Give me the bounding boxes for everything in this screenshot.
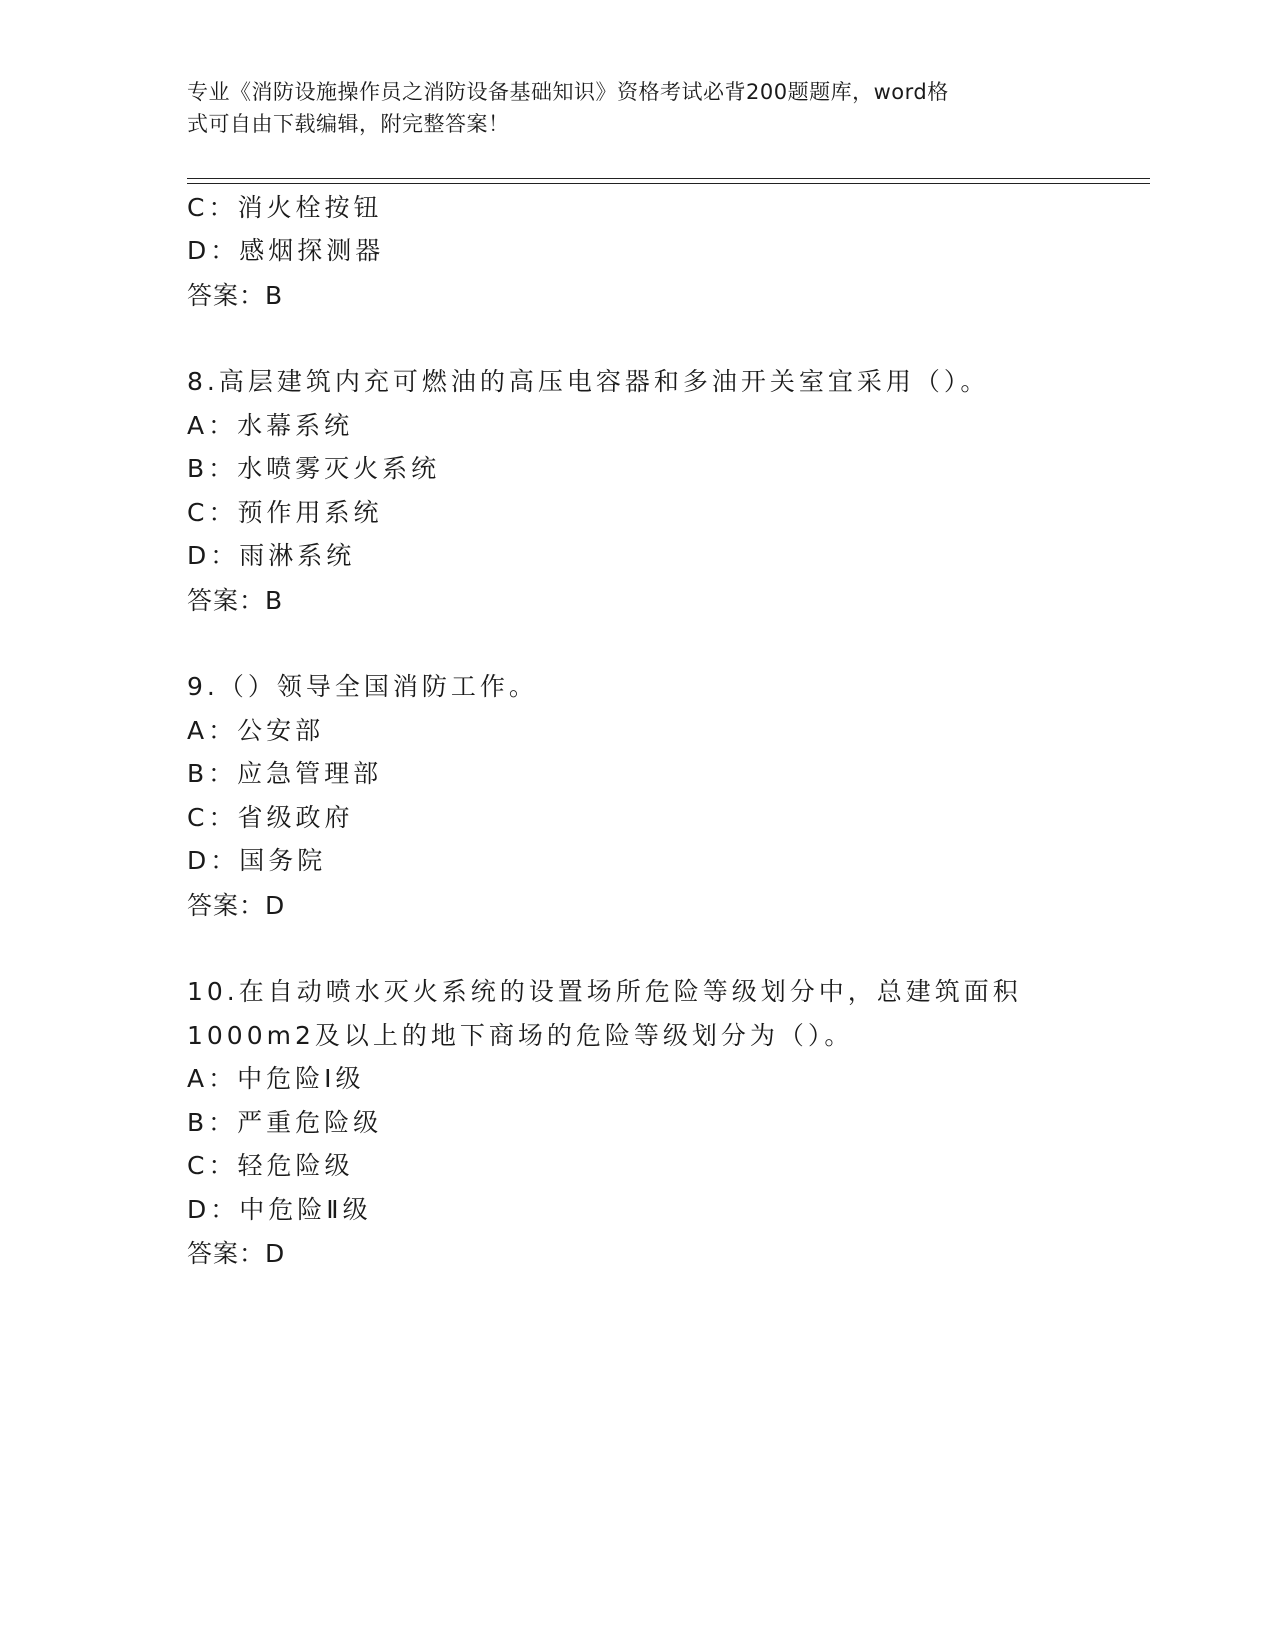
option-key: A：: [187, 1064, 238, 1093]
header-line-1: 专业《消防设施操作员之消防设备基础知识》资格考试必背200题题库，word格: [187, 80, 949, 104]
option-key: D：: [187, 846, 240, 875]
answer: 答案：D: [187, 891, 286, 920]
option-b: [187, 454, 440, 484]
option-text: 感烟探测器: [239, 236, 385, 265]
header-line-2: 式可自由下载编辑，附完整答案！: [187, 112, 510, 136]
option-c: [187, 498, 382, 528]
option-text: 水幕系统: [237, 411, 354, 440]
option-c: [187, 803, 353, 833]
option-b: [187, 759, 382, 789]
option-key: C：: [187, 193, 238, 222]
question-stem: 9.（）领导全国消防工作。: [187, 672, 538, 701]
option-key: C：: [187, 1151, 238, 1180]
question-stem: 10.在自动喷水灭火系统的设置场所危险等级划分中，总建筑面积: [187, 977, 1022, 1006]
option-text: 中危险Ⅰ级: [237, 1064, 365, 1093]
option-text: 雨淋系统: [239, 541, 356, 570]
option-d: [187, 1195, 372, 1225]
option-key: C：: [187, 803, 238, 832]
option-text: 严重危险级: [237, 1108, 383, 1137]
answer: 答案：D: [187, 1239, 286, 1268]
option-c: [187, 1151, 353, 1181]
option-d: [187, 846, 326, 876]
option-text: 应急管理部: [237, 759, 383, 788]
answer: 答案：B: [187, 586, 284, 615]
option-text: 中危险Ⅱ级: [239, 1195, 372, 1224]
option-key: D：: [187, 1195, 240, 1224]
question-stem-continued: 1000m2及以上的地下商场的危险等级划分为（）。: [187, 1021, 854, 1050]
option-text: 预作用系统: [237, 498, 383, 527]
question-stem: 8.高层建筑内充可燃油的高压电容器和多油开关室宜采用（）。: [187, 367, 990, 396]
answer: 答案：B: [187, 281, 284, 310]
option-key: D：: [187, 236, 240, 265]
option-c: [187, 193, 382, 223]
option-key: B：: [187, 454, 238, 483]
option-key: C：: [187, 498, 238, 527]
document-header: [187, 76, 1067, 140]
option-key: D：: [187, 541, 240, 570]
option-d: [187, 236, 384, 266]
option-text: 国务院: [239, 846, 327, 875]
option-text: 消火栓按钮: [237, 193, 383, 222]
option-text: 轻危险级: [237, 1151, 354, 1180]
option-d: [187, 541, 355, 571]
option-text: 公安部: [237, 716, 325, 745]
option-text: 水喷雾灭火系统: [237, 454, 441, 483]
option-text: 省级政府: [237, 803, 354, 832]
option-a: [187, 1064, 364, 1094]
option-a: [187, 716, 324, 746]
option-b: [187, 1108, 382, 1138]
option-key: A：: [187, 411, 238, 440]
option-key: B：: [187, 759, 238, 788]
option-key: A：: [187, 716, 238, 745]
header-divider-top: [187, 178, 1150, 179]
option-key: B：: [187, 1108, 238, 1137]
option-a: [187, 411, 353, 441]
header-divider-bottom: [187, 183, 1150, 184]
